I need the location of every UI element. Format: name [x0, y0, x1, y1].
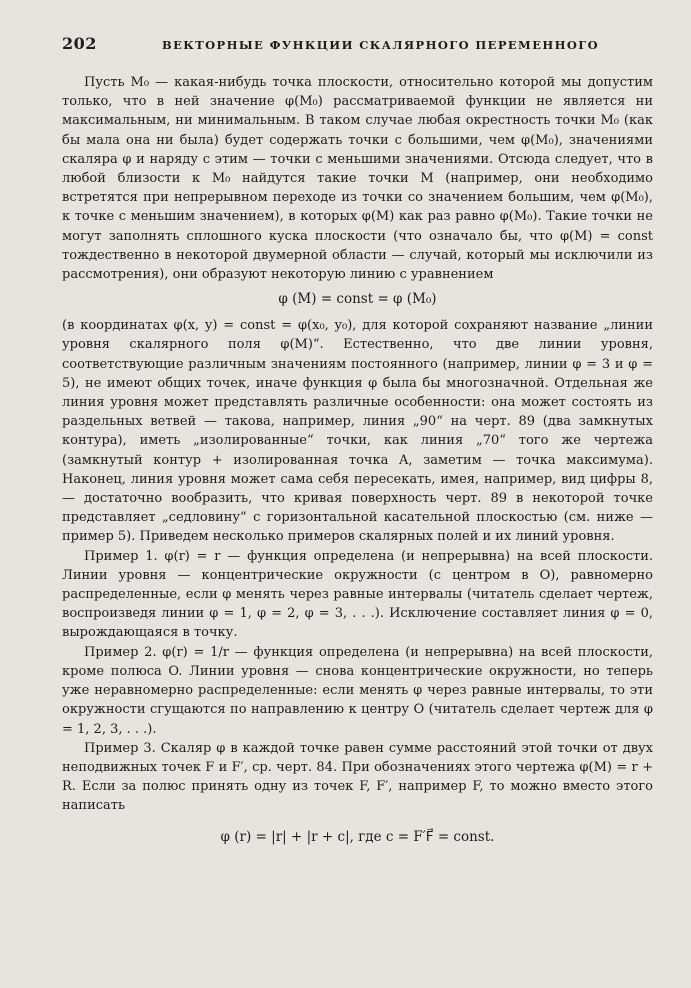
distance-sum-equation: φ (r) = |r| + |r + c|, где c = F′F⃗ = const. — [220, 828, 495, 845]
paragraph-example-1: Пример 1. φ(r) = r — функция определена (и непрерывна) на всей плоскости. Линии уровня — концентрические окружности (с центром в O), равномерно распределенные, если φ менять через равные интервалы (читатель сделает чертеж, воспроизведя линии φ = 1, φ = 2, φ = 3, . . .). Исключение составляет линия φ = 0, вырождающаяся в точку. — [62, 548, 653, 641]
paragraph-level-lines-intro: Пусть M₀ — какая-нибудь точка плоскости, относительно которой мы допустим только, что в ней значение φ(M₀) рассматриваемой функции не является ни максимальным, ни минимальным. В таком случае любая окрестность точки M₀ (как бы мала она ни была) будет содержать точки с большими, чем φ(M₀), значениями скаляра φ и наряду с этим — точки с меньшими значениями. Отсюда следует, что в любой близости к M₀ найдутся такие точки M (например, они необходимо встретятся при непрерывном переходе из точки со значением большим, чем φ(M₀), к точке с меньшим значением), в которых φ(M) как раз равно φ(M₀). Такие точки не могут заполнять сплошного куска плоскости (что означало бы, что φ(M) = const тождественно в некоторой двумерной области — случай, который мы исключили из рассмотрения), они образуют некоторую линию с уравнением — [62, 75, 653, 283]
paragraph-example-2: Пример 2. φ(r) = 1/r — функция определена (и непрерывна) на всей плоскости, кроме полюса O. Линии уровня — снова концентрические окружности, но теперь уже неравномерно распределенные: если менять φ через равные интервалы, то эти окружности сгущаются по направлению к центру O (читатель сделает чертеж для φ = 1, 2, 3, . . .). — [62, 644, 653, 737]
running-title: ВЕКТОРНЫЕ ФУНКЦИИ СКАЛЯРНОГО ПЕРЕМЕННОГО — [162, 38, 600, 52]
paragraph-example-3: Пример 3. Скаляр φ в каждой точке равен сумме расстояний этой точки от двух неподвижных точек F и F′, ср. черт. 84. При обозначениях этого чертежа φ(M) = r + R. Если за полюс принять одну из точек F, F′, например F, то можно вместо этого написать — [62, 740, 653, 814]
page-header — [62, 34, 653, 53]
paragraph-level-lines-properties: (в координатах φ(x, y) = const = φ(x₀, y₀), для которой сохраняют название „линии уровня скалярного поля φ(M)“. Естественно, что две линии уровня, соответствующие различным значениям постоянного (например, линии φ = 3 и φ = 5), не имеют общих точек, иначе функция φ была бы многозначной. Отдельная же линия уровня может представлять различные особенности: она может состоять из раздельных ветвей — такова, например, линия „90“ на черт. 89 (два замкнутых контура), иметь „изолированные“ точки, как линия „70“ того же чертежа (замкнутый контур + изолированная точка A, заметим — точка максимума). Наконец, линия уровня может сама себя пересекать, имея, например, вид цифры 8, — достаточно вообразить, что кривая поверхность черт. 89 в некоторой точке представляет „седловину“ с горизонтальной касательной плоскостью (см. ниже — пример 5). Приведем несколько примеров скалярных полей и их линий уровня. — [62, 318, 653, 545]
page-number: 202 — [62, 34, 97, 53]
level-line-equation: φ (M) = const = φ (M₀) — [278, 291, 437, 308]
